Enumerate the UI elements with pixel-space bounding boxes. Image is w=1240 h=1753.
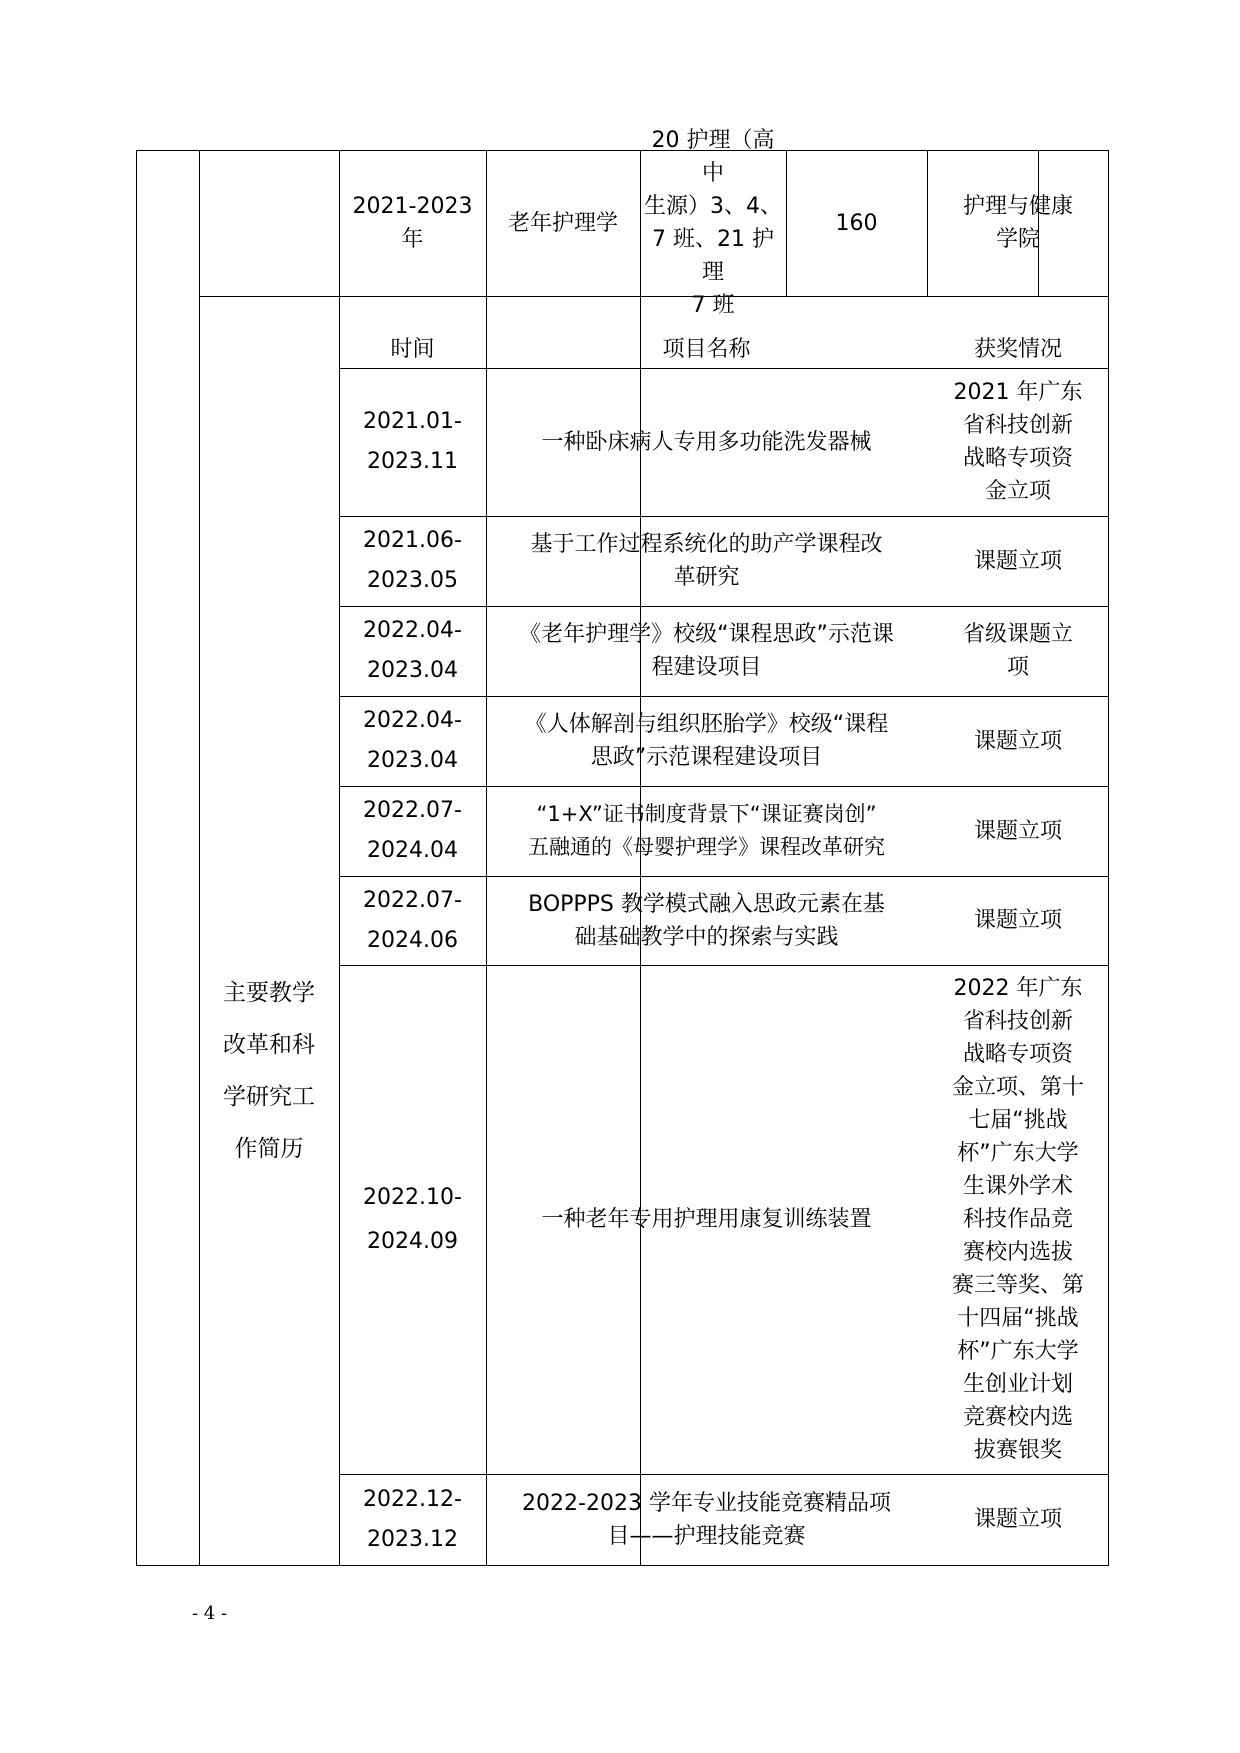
project-time-text: 2022.07- 2024.04 [363,798,462,863]
section-label-text: 主要教学 改革和科 学研究工 作简历 [223,980,315,1162]
project-award-text: 省级课题立 项 [962,622,1073,680]
project-time-text: 2022.10- 2024.09 [363,1184,462,1254]
project-time [339,516,486,606]
project-time-text: 2022.07- 2024.06 [363,887,462,953]
course-classes [640,128,786,318]
project-award-text: 课题立项 [973,1507,1062,1532]
course-period [339,150,486,296]
project-award [927,368,1109,516]
project-time-text: 2021.01- 2023.11 [363,409,462,474]
project-award [927,516,1109,606]
header-project-text: 项目名称 [662,337,751,362]
project-award-text: 课题立项 [973,728,1062,754]
course-students-text: 160 [835,210,878,236]
project-name [486,368,927,516]
project-name-text: 一种卧床病人专用多功能洗发器械 [541,429,872,455]
project-award-text: 2021 年广东 省科技创新 战略专项资 金立项 [953,380,1083,504]
project-award [927,1474,1109,1565]
header-award [927,296,1109,368]
course-name [486,150,640,296]
project-name [486,696,927,786]
project-name-text: “1+X”证书制度背景下“课证赛岗创” 五融通的《母婴护理学》课程改革研究 [528,802,885,859]
project-time [339,606,486,696]
project-award-text: 课题立项 [973,818,1062,844]
project-name [486,606,927,696]
course-students [786,150,927,296]
project-award [927,876,1109,965]
course-period-text: 2021-2023 年 [352,194,473,252]
project-name [486,516,927,606]
project-name-text: 《老年护理学》校级“课程思政”示范课 程建设项目 [519,622,894,680]
project-time-text: 2021.06- 2023.05 [363,528,462,593]
project-name-text: 一种老年专用护理用康复训练装置 [541,1207,872,1232]
course-department-text: 护理与健康 学院 [962,194,1073,252]
header-time-text: 时间 [390,337,435,362]
project-award [927,965,1109,1474]
project-award-text: 课题立项 [973,908,1062,933]
header-time [339,296,486,368]
project-time-text: 2022.04- 2023.04 [363,708,462,773]
project-time [339,1474,486,1565]
project-name-text: 2022-2023 学年专业技能竞赛精品项 目——护理技能竞赛 [522,1490,891,1549]
project-name [486,876,927,965]
project-award-text: 2022 年广东 省科技创新 战略专项资 金立项、第十 七届“挑战 杯”广东大学 生课外学术 科技作品竞 赛校内选拔 赛三等奖、第 十四届“挑战 杯”广东大学 生创业计划 竞赛校内选 拔赛银奖 [951,976,1084,1463]
project-time [339,696,486,786]
project-award [927,786,1109,876]
course-name-text: 老年护理学 [507,210,618,236]
project-name [486,965,927,1474]
project-time-text: 2022.04- 2023.04 [363,618,462,683]
project-time [339,876,486,965]
project-time [339,965,486,1474]
project-name [486,1474,927,1565]
course-department [927,150,1109,296]
course-classes-text: 20 护理（高中 生源）3、4、 7 班、21 护理 7 班 [644,128,782,318]
project-time [339,786,486,876]
header-project [486,296,927,368]
project-name-text: BOPPPS 教学模式融入思政元素在基 础基础教学中的探索与实践 [528,891,885,950]
table-border-left [136,150,137,1566]
page-number: - 4 - [192,1603,228,1624]
achievement-table [136,128,1109,1566]
header-award-text: 获奖情况 [973,337,1062,362]
project-name-text: 基于工作过程系统化的助产学课程改 革研究 [530,532,883,590]
project-award [927,696,1109,786]
project-award-text: 课题立项 [973,548,1062,574]
section-label [199,296,339,1566]
project-name [486,786,927,876]
project-name-text: 《人体解剖与组织胚胎学》校级“课程 思政”示范课程建设项目 [524,712,889,770]
project-time [339,368,486,516]
project-award [927,606,1109,696]
project-time-text: 2022.12- 2023.12 [363,1486,462,1552]
